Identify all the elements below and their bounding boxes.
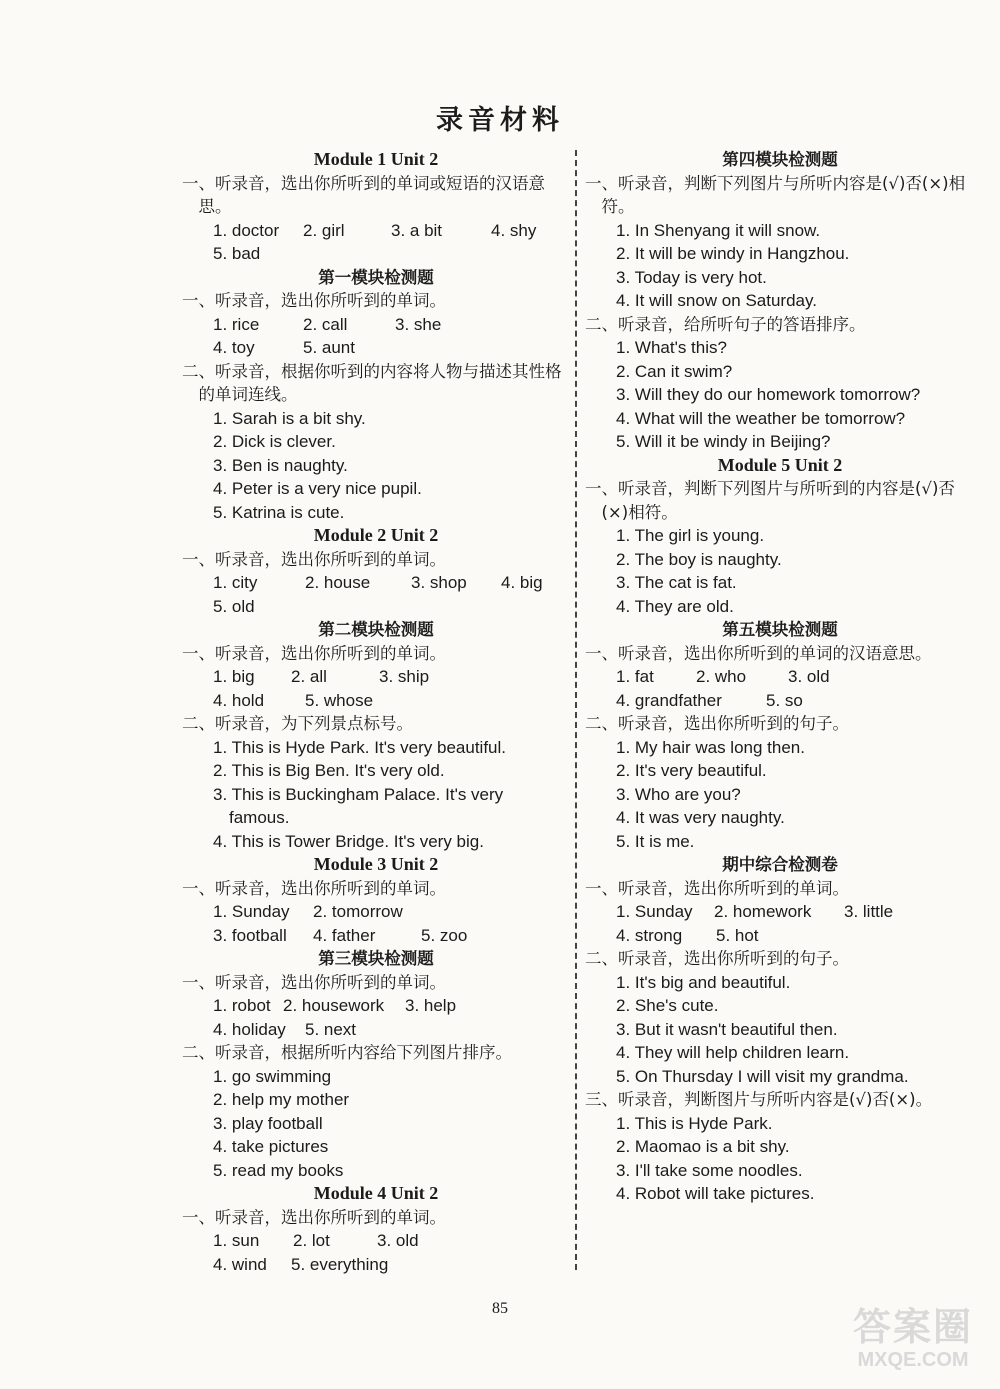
answer-line (585, 783, 975, 807)
answer-line (182, 783, 570, 807)
module-heading: Module 4 Unit 2 (313, 1183, 439, 1203)
answer-item: 5. hot (716, 925, 759, 945)
answer-line (182, 477, 570, 501)
answer-item: 1. In Shenyang it will snow. (616, 220, 821, 240)
answer-line (585, 689, 975, 713)
column-divider (575, 150, 577, 1270)
answer-item: 2. Can it swim? (616, 361, 733, 381)
answer-line (182, 501, 570, 525)
answer-item: 5. whose (305, 690, 374, 710)
answer-line (182, 1135, 570, 1159)
section-heading: 第三模块检测题 (318, 949, 434, 968)
answer-line (182, 1088, 570, 1112)
answer-item: 1. rice (213, 314, 260, 334)
answer-item: 3. she (395, 314, 442, 334)
answer-line (182, 1159, 570, 1183)
section-heading: 第二模块检测题 (318, 620, 434, 639)
answer-line (585, 595, 975, 619)
answer-item: 4. They will help children learn. (616, 1043, 850, 1062)
answer-item: 4. This is Tower Bridge. It's very big. (213, 831, 484, 851)
answer-line (182, 759, 570, 783)
answer-item: 5. aunt (303, 338, 355, 357)
answer-line (182, 1065, 570, 1089)
answer-item: 3. shop (411, 573, 467, 592)
answer-item: 4. grandfather (616, 690, 722, 710)
question-instruction: 二、听录音，根据你听到的内容将人物与描述其性格的单词连线。 (182, 361, 562, 404)
answer-item: 5. old (213, 596, 255, 616)
answer-line (182, 242, 570, 266)
answer-item: 3. Ben is naughty. (213, 455, 348, 475)
answer-item: 3. football (213, 925, 287, 945)
answer-item: 4. They are old. (616, 596, 734, 616)
answer-line (182, 407, 570, 431)
answer-item: 5. It is me. (616, 831, 695, 851)
answer-line (182, 1253, 570, 1277)
answer-item: 4. toy (213, 338, 255, 357)
answer-line (585, 383, 975, 407)
answer-line (585, 924, 975, 948)
section-heading: 第四模块检测题 (722, 150, 838, 169)
answer-item: 1. Sarah is a bit shy. (213, 408, 366, 428)
answer-line (585, 665, 975, 689)
answer-item: 3. I'll take some noodles. (616, 1160, 803, 1180)
module-heading: Module 2 Unit 2 (313, 525, 439, 545)
question-instruction: 一、听录音，选出你所听到的单词。 (182, 1207, 446, 1227)
answer-item: 2. call (303, 314, 348, 334)
page-title: 录音材料 (436, 105, 564, 136)
answer-item: 2. tomorrow (313, 902, 403, 921)
answer-line (182, 994, 570, 1018)
watermark-url: MXQE.COM (857, 1349, 969, 1371)
answer-line (182, 1112, 570, 1136)
answer-item: 5. read my books (213, 1160, 344, 1180)
answer-item: 4. take pictures (213, 1137, 329, 1156)
answer-item: 2. girl (303, 220, 345, 240)
answer-item: 1. doctor (213, 220, 280, 240)
answer-item: 4. Peter is a very nice pupil. (213, 479, 422, 498)
answer-line (585, 1135, 975, 1159)
answer-item: 4. big (501, 573, 543, 592)
answer-line (585, 571, 975, 595)
answer-line (182, 806, 570, 830)
question-instruction: 一、听录音，选出你所听到的单词。 (182, 643, 446, 663)
question-instruction: 一、听录音，判断下列图片与所听内容是(√)否(×)相符。 (585, 173, 966, 216)
answer-line (182, 336, 570, 360)
answer-item: 5. On Thursday I will visit my grandma. (616, 1066, 909, 1086)
answer-item: 1. city (213, 573, 258, 592)
answer-line (182, 736, 570, 760)
answer-item: 1. go swimming (213, 1066, 332, 1086)
answer-item: 4. Robot will take pictures. (616, 1184, 815, 1203)
answer-line (182, 595, 570, 619)
answer-item: 1. The girl is young. (616, 526, 765, 545)
section-heading: 期中综合检测卷 (722, 855, 838, 874)
answer-line (585, 900, 975, 924)
answer-item: 2. all (291, 667, 327, 686)
answer-line (585, 219, 975, 243)
answer-line (182, 665, 570, 689)
answer-line (182, 430, 570, 454)
answer-line (585, 994, 975, 1018)
answer-line (182, 313, 570, 337)
answer-line (182, 219, 570, 243)
answer-line (585, 289, 975, 313)
answer-item: 3. ship (379, 667, 430, 686)
answer-line (585, 407, 975, 431)
module-heading: Module 3 Unit 2 (313, 854, 439, 874)
answer-item: 1. robot (213, 996, 271, 1015)
answer-item: 3. This is Buckingham Palace. It's very (213, 784, 504, 804)
question-instruction: 二、听录音，选出你所听到的句子。 (585, 714, 849, 733)
answer-line (182, 689, 570, 713)
answer-item: 1. My hair was long then. (616, 737, 805, 757)
question-instruction: 二、听录音，选出你所听到的句子。 (585, 949, 849, 968)
answer-item: 2. homework (714, 902, 812, 921)
answer-item: 3. old (788, 667, 830, 686)
answer-item: 4. hold (213, 690, 265, 710)
answer-line (585, 266, 975, 290)
answer-item: 5. next (305, 1019, 357, 1039)
section-heading: 第一模块检测题 (318, 267, 434, 287)
question-instruction: 一、听录音，选出你所听到的单词或短语的汉语意思。 (182, 173, 545, 216)
question-instruction: 三、听录音，判断图片与所听内容是(√)否(×)。 (585, 1090, 933, 1109)
answer-line (585, 360, 975, 384)
section-heading: 第五模块检测题 (722, 620, 838, 639)
answer-item: 2. who (696, 667, 747, 686)
answer-item: 4. wind (213, 1254, 267, 1274)
answer-item: 4. It will snow on Saturday. (616, 291, 817, 310)
answer-item: 4. It was very naughty. (616, 808, 785, 827)
answer-item: 2. Maomao is a bit shy. (616, 1137, 790, 1156)
right-column (585, 148, 975, 1206)
answer-item: 1. sun (213, 1231, 260, 1250)
answer-line (182, 924, 570, 948)
answer-item: 2. house (305, 573, 371, 592)
question-instruction: 二、听录音，为下列景点标号。 (182, 714, 413, 733)
answer-item: 3. play football (213, 1113, 323, 1133)
answer-item: 2. lot (293, 1231, 330, 1250)
answer-item: 1. fat (616, 667, 654, 686)
answer-line (585, 830, 975, 854)
answer-item: 3. Who are you? (616, 784, 741, 804)
answer-item: 3. old (377, 1231, 419, 1250)
answer-item: 2. The boy is naughty. (616, 549, 782, 569)
answer-item: 1. This is Hyde Park. It's very beautiful. (213, 737, 506, 757)
answer-line (585, 1018, 975, 1042)
answer-item: 5. everything (291, 1254, 389, 1274)
page-number: 85 (492, 1300, 508, 1317)
answer-line (585, 1159, 975, 1183)
answer-line (585, 1112, 975, 1136)
answer-item: 5. zoo (421, 925, 468, 945)
answer-line (585, 759, 975, 783)
answer-item: 2. housework (283, 996, 385, 1015)
question-instruction: 一、听录音，选出你所听到的单词。 (182, 291, 446, 310)
answer-item: 2. It will be windy in Hangzhou. (616, 244, 850, 263)
answer-item: 1. big (213, 667, 255, 686)
answer-item: 3. help (405, 996, 457, 1015)
answer-item: 3. a bit (391, 220, 443, 240)
answer-line (182, 571, 570, 595)
answer-item: 2. This is Big Ben. It's very old. (213, 761, 445, 780)
question-instruction: 一、听录音，选出你所听到的单词。 (182, 549, 446, 569)
answer-line (585, 524, 975, 548)
answer-item: 4. What will the weather be tomorrow? (616, 408, 906, 428)
answer-item: 4. holiday (213, 1019, 286, 1039)
answer-line (182, 1018, 570, 1042)
answer-item: 2. help my mother (213, 1090, 350, 1109)
answer-item: 5. Katrina is cute. (213, 502, 345, 522)
answer-item: 1. It's big and beautiful. (616, 972, 791, 992)
answer-item: 5. Will it be windy in Beijing? (616, 432, 831, 451)
question-instruction: 一、听录音，选出你所听到的单词。 (585, 878, 849, 898)
question-instruction: 二、听录音，根据所听内容给下列图片排序。 (182, 1043, 512, 1062)
answer-item: 1. This is Hyde Park. (616, 1113, 773, 1133)
answer-item: 5. bad (213, 244, 261, 263)
answer-line (585, 806, 975, 830)
watermark-text: 答案圈 (852, 1305, 973, 1349)
answer-item: 2. Dick is clever. (213, 432, 336, 451)
answer-line (585, 430, 975, 454)
answer-line (585, 736, 975, 760)
answer-line (585, 971, 975, 995)
answer-item: 3. The cat is fat. (616, 573, 737, 592)
answer-line (585, 336, 975, 360)
answer-item: 3. Today is very hot. (616, 267, 767, 287)
answer-line (182, 454, 570, 478)
answer-item: famous. (229, 808, 290, 827)
answer-item: 1. Sunday (213, 902, 290, 921)
answer-line (585, 1041, 975, 1065)
left-column (182, 148, 570, 1276)
answer-item: 2. It's very beautiful. (616, 761, 767, 780)
question-instruction: 一、听录音，判断下列图片与所听到的内容是(√)否(×)相符。 (585, 479, 955, 522)
answer-item: 1. Sunday (616, 902, 693, 921)
question-instruction: 二、听录音，给所听句子的答语排序。 (585, 314, 866, 334)
module-heading: Module 1 Unit 2 (313, 149, 439, 169)
answer-line (585, 1182, 975, 1206)
answer-item: 4. shy (491, 220, 537, 240)
answer-item: 4. strong (616, 925, 683, 945)
answer-line (182, 900, 570, 924)
question-instruction: 一、听录音，选出你所听到的单词。 (182, 972, 446, 992)
answer-item: 3. But it wasn't beautiful then. (616, 1019, 838, 1039)
answer-line (585, 1065, 975, 1089)
answer-item: 1. What's this? (616, 338, 727, 357)
watermark-logo (838, 1305, 988, 1375)
answer-line (182, 1229, 570, 1253)
question-instruction: 一、听录音，选出你所听到的单词的汉语意思。 (585, 643, 932, 663)
question-instruction: 一、听录音，选出你所听到的单词。 (182, 878, 446, 898)
answer-line (182, 830, 570, 854)
answer-item: 4. father (313, 925, 376, 945)
answer-item: 3. little (844, 902, 894, 921)
answer-item: 2. She's cute. (616, 996, 719, 1015)
module-heading: Module 5 Unit 2 (717, 454, 843, 475)
answer-item: 3. Will they do our homework tomorrow? (616, 385, 921, 404)
answer-line (585, 242, 975, 266)
answer-item: 5. so (766, 690, 803, 710)
answer-line (585, 548, 975, 572)
